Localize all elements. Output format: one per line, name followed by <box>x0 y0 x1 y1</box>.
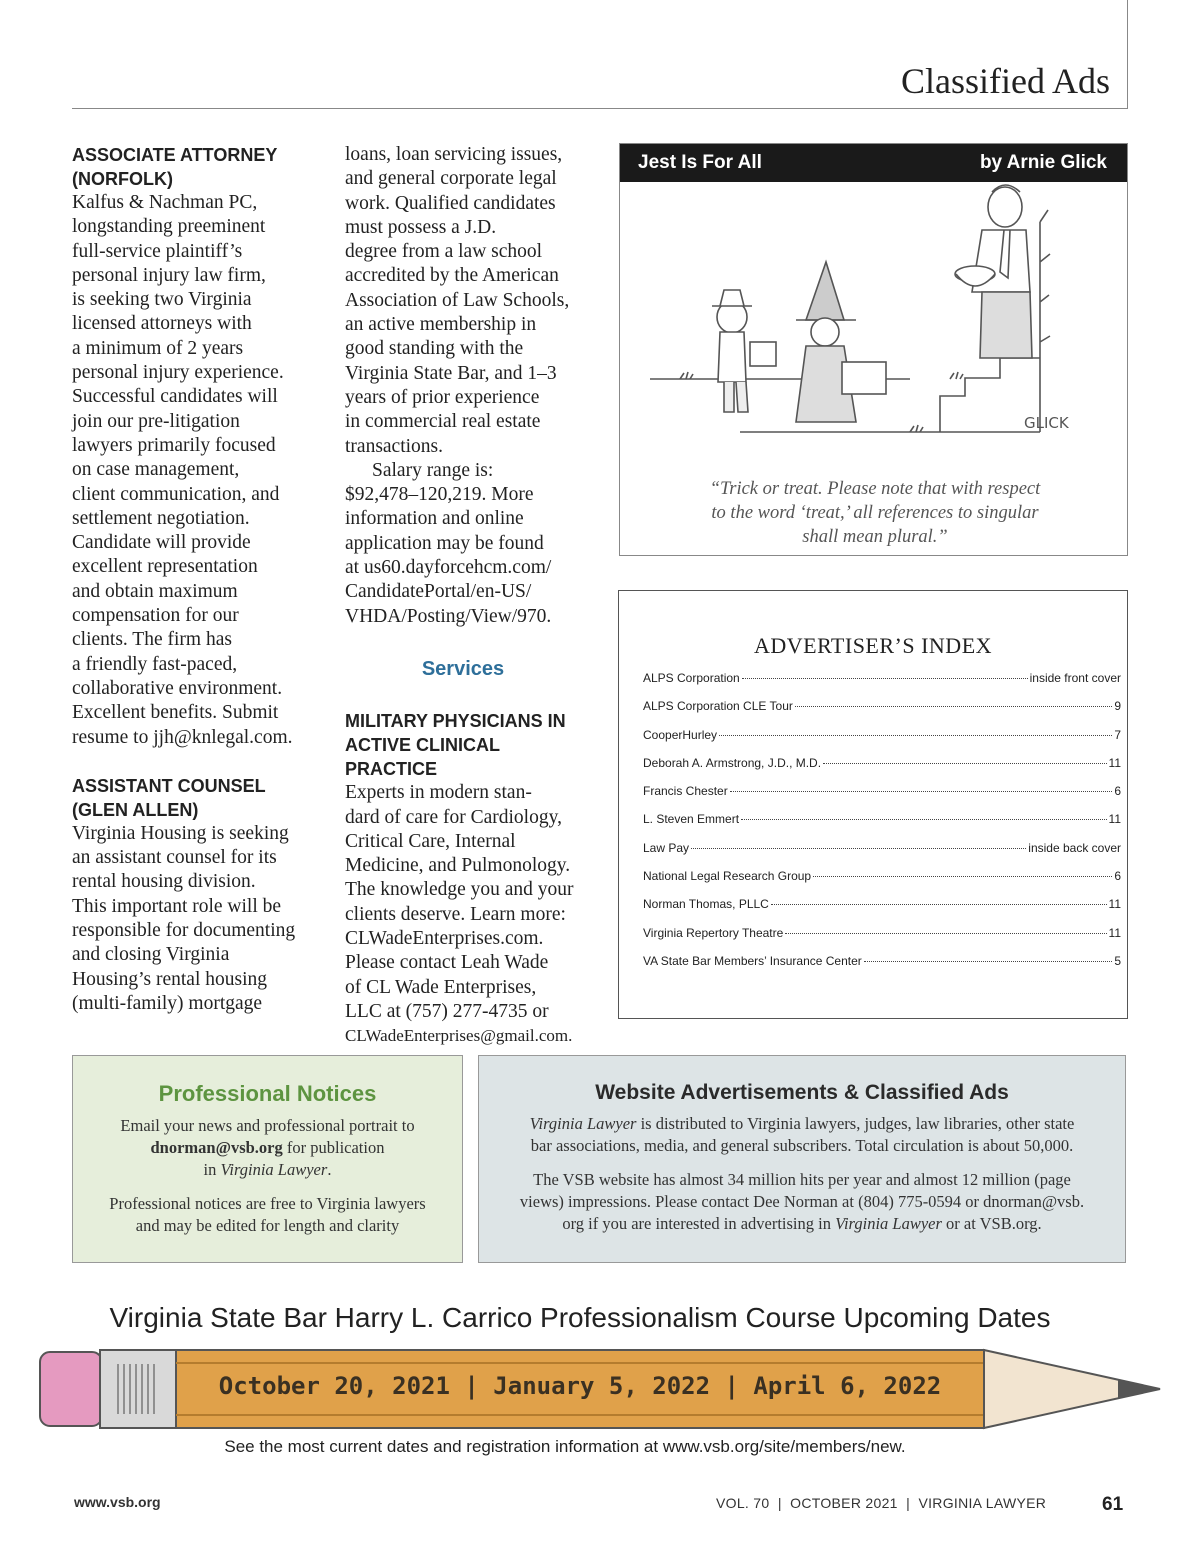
leader-dots <box>795 706 1112 707</box>
header-rule <box>72 108 1128 109</box>
advertiser-page: 11 <box>1108 755 1121 770</box>
ad-text-line: personal injury law firm, <box>72 264 266 286</box>
footer-issue-info: VOL. 70 | OCTOBER 2021 | VIRGINIA LAWYER <box>716 1495 1047 1511</box>
advertiser-name: Law Pay <box>643 840 690 855</box>
leader-dots <box>785 933 1106 934</box>
advertiser-name: Virginia Repertory Theatre <box>643 925 784 940</box>
leader-dots <box>691 848 1026 849</box>
ad-body-military-physicians <box>345 781 595 1024</box>
ad-text-line: The knowledge you and your <box>345 879 574 901</box>
advertiser-page: 11 <box>1108 897 1121 912</box>
ad-text-line: Salary range is: <box>372 459 494 481</box>
course-title: Virginia State Bar Harry L. Carrico Professionalism Course Upcoming Dates <box>109 1302 1051 1333</box>
ad-text-line: resume to jjh@knlegal.com. <box>72 726 293 748</box>
footer-website[interactable]: www.vsb.org <box>74 1494 161 1510</box>
section-title: Classified Ads <box>900 61 1110 101</box>
ad-text-line: an assistant counsel for its <box>72 847 277 869</box>
advertiser-index-row <box>643 926 1121 954</box>
cartoon-caption: “Trick or treat. Please note that with respect to the word ‘treat,’ all references to singular shall mean plural.” <box>709 479 1041 547</box>
pencil-eraser <box>40 1352 102 1426</box>
ad-heading-assistant-counsel: ASSISTANT COUNSEL (GLEN ALLEN) <box>72 775 266 820</box>
ad-text-line: excellent representation <box>72 556 258 578</box>
ad-text-line: application may be found <box>345 532 544 554</box>
website-ads-box <box>478 1055 1126 1263</box>
ad-text-line: Experts in modern stan- <box>345 782 532 804</box>
ad-text-line: and general corporate legal <box>345 168 557 190</box>
advertiser-page: 5 <box>1114 953 1121 968</box>
leader-dots <box>730 791 1113 792</box>
ad-text-line: rental housing division. <box>72 871 256 893</box>
ad-text-line: Please contact Leah Wade <box>345 952 549 974</box>
ad-text-line: Virginia Housing is seeking <box>72 822 289 844</box>
ad-text-line: a minimum of 2 years <box>72 337 244 359</box>
leader-dots <box>741 819 1106 820</box>
advertiser-index-row <box>643 869 1121 897</box>
ad-text-line: personal injury experience. <box>72 362 284 384</box>
advertiser-name: Francis Chester <box>643 784 728 799</box>
leader-dots <box>823 763 1106 764</box>
services-heading: Services <box>421 657 505 680</box>
ad-text-line: full-service plaintiff’s <box>72 240 243 262</box>
ad-text-line: client communication, and <box>72 483 280 505</box>
ad-text-line: work. Qualified candidates <box>345 192 556 214</box>
header-vertical-rule <box>1127 0 1128 109</box>
ad-body-associate-attorney <box>72 191 322 750</box>
ad-text-line: loans, loan servicing issues, <box>345 144 563 165</box>
notices-email-link[interactable]: dnorman@vsb.org <box>150 1138 283 1157</box>
ad-text-line: in commercial real estate <box>345 411 541 433</box>
ad-text-line: Excellent benefits. Submit <box>72 702 279 724</box>
classified-column-1 <box>72 143 322 1016</box>
website-ads-title: Website Advertisements & Classified Ads <box>595 1081 1009 1104</box>
advertiser-page: 11 <box>1108 925 1121 940</box>
ad-text-line: Successful candidates will <box>72 386 278 408</box>
ad-text-line: information and online <box>345 508 524 530</box>
page-number: 61 <box>1102 1494 1124 1515</box>
professional-notices-body: Email your news and professional portrait to dnorman@vsb.org for publication in Virginia Lawyer. Professional notices are free to Virginia lawyers and may be edited for length and clarity <box>109 1116 426 1235</box>
leader-dots <box>771 904 1107 905</box>
advertiser-page: 9 <box>1114 699 1121 714</box>
ad-text-line: join our pre-litigation <box>72 410 240 432</box>
advertiser-page: 11 <box>1108 812 1121 827</box>
advertiser-index <box>618 590 1128 1019</box>
advertiser-name: ALPS Corporation <box>643 671 740 685</box>
ad-text-line: Medicine, and Pulmonology. <box>345 855 571 877</box>
ad-text-line: at us60.dayforcehcm.com/ <box>345 557 552 579</box>
course-dates: October 20, 2021 | January 5, 2022 | April 6, 2022 <box>218 1372 942 1400</box>
ad-text-line: (multi-family) mortgage <box>72 992 263 1014</box>
advertiser-name: Deborah A. Armstrong, J.D., M.D. <box>643 755 822 770</box>
advertiser-name: Norman Thomas, PLLC <box>643 897 769 912</box>
ad-text-line: licensed attorneys with <box>72 313 252 335</box>
ad-text-line: accredited by the American <box>345 265 559 287</box>
ad-text-line: lawyers primarily focused <box>72 434 276 456</box>
ad-text-line: of CL Wade Enterprises, <box>345 976 537 998</box>
professional-notices-title: Professional Notices <box>158 1081 377 1106</box>
ad-text-line: This important role will be <box>72 895 282 917</box>
pencil-lead <box>1118 1379 1160 1399</box>
ad-text-line: transactions. <box>345 435 444 457</box>
cartoon-series-title: Jest Is For All <box>638 152 762 173</box>
advertiser-name: ALPS Corporation CLE Tour <box>643 699 793 714</box>
ad-text-line: is seeking two Virginia <box>72 289 252 311</box>
advertiser-page: 6 <box>1114 784 1121 799</box>
advertiser-name: CooperHurley <box>643 727 718 742</box>
ad-text-line: dard of care for Cardiology, <box>345 806 562 828</box>
advertiser-index-row <box>643 784 1121 812</box>
ad-text-line: Candidate will provide <box>72 532 251 554</box>
leader-dots <box>864 961 1113 962</box>
ad-text-line: compensation for our <box>72 605 239 627</box>
ad-text-line: good standing with the <box>345 338 524 360</box>
leader-dots <box>813 876 1112 877</box>
advertiser-index-row <box>643 728 1121 756</box>
course-note: See the most current dates and registration information at www.vsb.org/site/members/new. <box>224 1437 906 1456</box>
cartoon-byline: by Arnie Glick <box>979 152 1107 173</box>
advertiser-index-row <box>643 671 1121 699</box>
ad-text-line: $92,478–120,219. More <box>345 484 534 506</box>
website-ads-body: Virginia Lawyer is distributed to Virginia lawyers, judges, law libraries, other state bar associations, media, and general subscribers. Total circulation is about 50,000. The VSB website has almost 34 million hits per year and almost 12 million (page views) impressions. Please contact Dee Norman at (804) 775-0594 or dnorman@vsb. org if you are interested in advertising in Virginia Lawyer or at VSB.org. <box>519 1114 1085 1233</box>
professional-notices-box <box>72 1055 463 1263</box>
advertiser-index-row <box>643 897 1121 925</box>
ad-text-line: an active membership in <box>345 314 537 336</box>
ad-text-line: CandidatePortal/en-US/ <box>345 581 532 603</box>
advertiser-index-row <box>643 699 1121 727</box>
leader-dots <box>742 678 1028 679</box>
advertiser-page: inside front cover <box>1029 671 1121 685</box>
ad-text-line: responsible for documenting <box>72 920 296 942</box>
advertiser-page: 7 <box>1114 727 1121 742</box>
ad-contact-email: CLWadeEnterprises@gmail.com. <box>345 1026 573 1046</box>
ad-salary-info <box>345 459 595 629</box>
ad-text-line: a friendly fast-paced, <box>72 653 238 675</box>
ad-text-line: and obtain maximum <box>72 580 238 602</box>
ad-heading-military-physicians: MILITARY PHYSICIANS IN ACTIVE CLINICAL PRACTICE <box>345 711 566 780</box>
advertiser-index-row <box>643 954 1121 982</box>
ad-text-line: Kalfus & Nachman PC, <box>72 192 258 213</box>
advertiser-name: L. Steven Emmert <box>643 812 740 827</box>
ad-heading-associate-attorney: ASSOCIATE ATTORNEY (NORFOLK) <box>72 145 278 189</box>
cartoon-panel <box>619 143 1128 556</box>
advertiser-index-row <box>643 812 1121 840</box>
ad-text-line: collaborative environment. <box>72 677 283 699</box>
ad-body-assistant-counsel-continued <box>345 143 595 459</box>
ad-text-line: clients. The firm has <box>72 629 232 651</box>
ad-text-line: VHDA/Posting/View/970. <box>345 605 552 627</box>
ad-text-line: Critical Care, Internal <box>345 830 516 852</box>
advertiser-index-row <box>643 756 1121 784</box>
advertiser-index-title: ADVERTISER’S INDEX <box>753 633 993 658</box>
ad-text-line: longstanding preeminent <box>72 216 266 238</box>
ad-text-line: Housing’s rental housing <box>72 968 267 990</box>
ad-body-assistant-counsel <box>72 822 322 1016</box>
advertiser-page: 6 <box>1114 869 1121 884</box>
ad-text-line: degree from a law school <box>345 241 543 263</box>
ad-text-line: on case management, <box>72 459 240 481</box>
ad-text-line: Association of Law Schools, <box>345 289 570 311</box>
advertiser-index-list <box>643 671 1121 982</box>
advertiser-index-row <box>643 841 1121 869</box>
ad-text-line: LLC at (757) 277-4735 or <box>345 1000 549 1022</box>
ad-text-line: years of prior experience <box>345 386 540 408</box>
advertiser-page: inside back cover <box>1028 840 1121 855</box>
cartoon-signature: GLICK <box>1024 414 1069 432</box>
ad-text-line: settlement negotiation. <box>72 507 250 529</box>
ad-text-line: CLWadeEnterprises.com. <box>345 928 544 950</box>
classified-column-2 <box>345 143 595 1049</box>
ad-text-line: and closing Virginia <box>72 944 230 966</box>
advertiser-name: National Legal Research Group <box>643 869 812 884</box>
pencil-ferrule <box>100 1350 176 1428</box>
cartoon-title-bar <box>620 144 1127 182</box>
advertiser-name: VA State Bar Members’ Insurance Center <box>643 953 862 968</box>
cartoon-illustration <box>620 182 1127 482</box>
ad-text-line: Virginia State Bar, and 1–3 <box>345 362 557 384</box>
leader-dots <box>719 735 1112 736</box>
ad-text-line: must possess a J.D. <box>345 216 497 238</box>
ad-text-line: clients deserve. Learn more: <box>345 903 566 925</box>
